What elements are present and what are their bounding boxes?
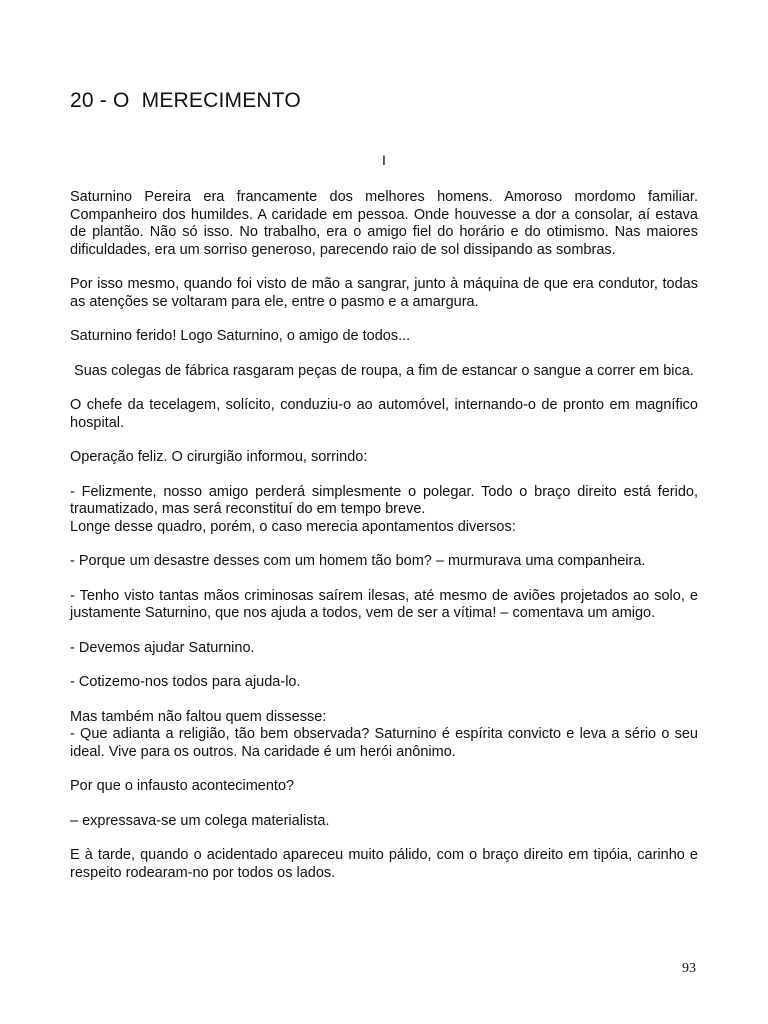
paragraph: - Cotizemo-nos todos para ajuda-lo. — [70, 674, 301, 690]
body-text — [70, 189, 703, 899]
paragraph: - Porque um desastre desses com um homem tão bom? – murmurava uma companheira. — [70, 553, 646, 569]
page-number: 93 — [682, 961, 696, 976]
paragraph: Por isso mesmo, quando foi visto de mão a sangrar, junto à máquina de que era condutor, todas as atenções se voltaram para ele, entre o pasmo e a amargura. — [70, 276, 703, 310]
paragraph: - Tenho visto tantas mãos criminosas saírem ilesas, até mesmo de aviões projetados ao solo, e justamente Saturnino, que nos ajuda a todos, vem de ser a vítima! – comentava um amigo. — [70, 587, 703, 621]
chapter-title: 20 - O MERECIMENTO — [70, 89, 301, 112]
paragraph: - Que adianta a religião, tão bem observada? Saturnino é espírita convicto e leva a sério o seu ideal. Vive para os outros. Na caridade é um herói anônimo. — [70, 726, 703, 760]
paragraph: E à tarde, quando o acidentado apareceu muito pálido, com o braço direito em tipóia, carinho e respeito rodearam-no por todos os lados. — [70, 847, 703, 881]
paragraph: – expressava-se um colega materialista. — [70, 812, 330, 829]
paragraph: O chefe da tecelagem, solícito, conduziu-o ao automóvel, internando-o de pronto em magnífico hospital. — [70, 397, 703, 431]
paragraph: Suas colegas de fábrica rasgaram peças de roupa, a fim de estancar o sangue a correr em bica. — [70, 362, 694, 379]
paragraph: Mas também não faltou quem dissesse: — [70, 708, 327, 725]
paragraph: Saturnino ferido! Logo Saturnino, o amigo de todos... — [70, 328, 411, 344]
section-numeral: I — [382, 152, 386, 168]
paragraph: Operação feliz. O cirurgião informou, sorrindo: — [70, 449, 368, 465]
paragraph: Longe desse quadro, porém, o caso merecia apontamentos diversos: — [70, 518, 516, 535]
paragraph: Por que o infausto acontecimento? — [70, 778, 295, 794]
paragraph: Saturnino Pereira era francamente dos melhores homens. Amoroso mordomo familiar. Companheiro dos humildes. A caridade em pessoa. Onde houvesse a dor a consolar, aí estava de plantão. Não só isso. No trabalho, era o amigo fiel do horário e do otimismo. Nas maiores dificuldades, era um sorriso generoso, parecendo raio de sol dissipando as sombras. — [70, 189, 703, 258]
paragraph: - Devemos ajudar Saturnino. — [70, 639, 255, 656]
paragraph: - Felizmente, nosso amigo perderá simplesmente o polegar. Todo o braço direito está ferido, traumatizado, mas será reconstituí do em tempo breve. — [70, 483, 703, 517]
